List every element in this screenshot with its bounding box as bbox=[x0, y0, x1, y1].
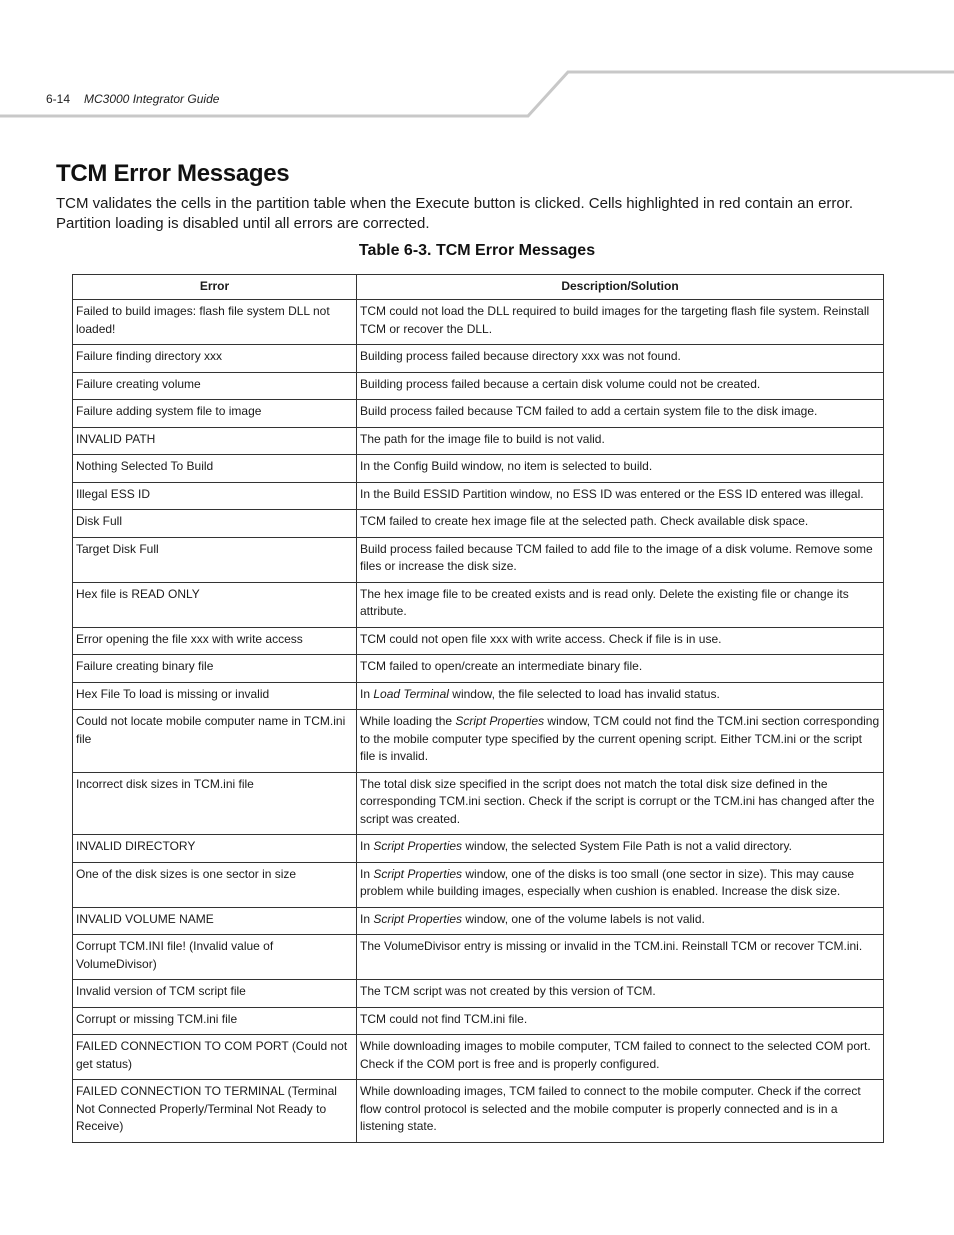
description-text: In the Config Build window, no item is selected to build. bbox=[360, 459, 653, 473]
table-row bbox=[73, 772, 884, 835]
column-header-description: Description/Solution bbox=[357, 275, 884, 300]
table-row bbox=[73, 300, 884, 345]
description-text: In bbox=[360, 911, 374, 926]
description-cell bbox=[357, 835, 884, 863]
description-text: In bbox=[360, 866, 374, 881]
description-cell bbox=[357, 455, 884, 483]
description-text: Build process failed because TCM failed to add file to the image of a disk volume. Remove some files or increase the disk size. bbox=[360, 541, 873, 573]
description-emphasis: Load Terminal bbox=[373, 686, 449, 701]
description-cell bbox=[357, 400, 884, 428]
description-text: window, one of the volume labels is not valid. bbox=[462, 911, 705, 926]
page-header-decoration bbox=[0, 0, 954, 130]
description-cell bbox=[357, 372, 884, 400]
description-text: In the Build ESSID Partition window, no ESS ID was entered or the ESS ID entered was illegal. bbox=[360, 486, 864, 501]
error-cell: Invalid version of TCM script file bbox=[73, 980, 357, 1008]
description-text: TCM could not load the DLL required to build images for the targeting flash file system. Reinstall TCM or recover the DLL. bbox=[360, 304, 870, 336]
table-caption: Table 6-3. TCM Error Messages bbox=[358, 242, 596, 259]
table-row bbox=[73, 907, 884, 935]
description-cell bbox=[357, 655, 884, 683]
table-row bbox=[73, 862, 884, 907]
intro-paragraph: TCM validates the cells in the partition table when the Execute button is clicked. Cells highlighted in red contain an error. Partition loading is disabled until all errors are corrected. bbox=[56, 195, 854, 232]
table-row bbox=[73, 1035, 884, 1080]
table-row bbox=[73, 655, 884, 683]
error-cell: FAILED CONNECTION TO TERMINAL (Terminal Not Connected Properly/Terminal Not Ready to Receive) bbox=[73, 1080, 357, 1143]
description-text: window, the selected System File Path is not a valid directory. bbox=[462, 839, 792, 853]
error-cell: Hex file is READ ONLY bbox=[73, 582, 357, 627]
description-text: The VolumeDivisor entry is missing or invalid in the TCM.ini. Reinstall TCM or recover TCM.ini. bbox=[360, 939, 863, 953]
description-text: While loading the bbox=[360, 714, 456, 728]
table-row bbox=[73, 537, 884, 582]
error-cell: Corrupt TCM.INI file! (Invalid value of VolumeDivisor) bbox=[73, 935, 357, 980]
table-row bbox=[73, 682, 884, 710]
description-text: While downloading images, TCM failed to connect to the mobile computer. Check if the correct flow control protocol is selected and the mobile computer is properly connected and is in a listening state. bbox=[360, 1084, 861, 1133]
error-cell: INVALID VOLUME NAME bbox=[73, 907, 357, 935]
description-text: The TCM script was not created by this version of TCM. bbox=[360, 984, 656, 998]
error-cell: Failure creating binary file bbox=[73, 655, 357, 683]
error-messages-table bbox=[72, 274, 884, 1143]
error-cell: Could not locate mobile computer name in TCM.ini file bbox=[73, 710, 357, 773]
description-text: window, the file selected to load has invalid status. bbox=[448, 686, 720, 701]
description-text: window, TCM could not find the TCM.ini section corresponding to the mobile computer type specified by the current opening script. Either TCM.ini or the script file is invalid. bbox=[360, 714, 880, 763]
description-cell bbox=[357, 682, 884, 710]
error-cell: Failed to build images: flash file system DLL not loaded! bbox=[73, 300, 357, 345]
description-cell bbox=[357, 300, 884, 345]
table-header-row bbox=[73, 275, 884, 300]
description-emphasis: Script Properties bbox=[373, 839, 463, 853]
error-cell: Failure adding system file to image bbox=[73, 400, 357, 428]
error-cell: FAILED CONNECTION TO COM PORT (Could not get status) bbox=[73, 1035, 357, 1080]
description-text: The hex image file to be created exists and is read only. Delete the existing file or change its attribute. bbox=[360, 586, 849, 618]
description-cell bbox=[357, 772, 884, 835]
description-cell bbox=[357, 537, 884, 582]
description-cell bbox=[357, 907, 884, 935]
description-text: In bbox=[360, 686, 374, 701]
description-cell bbox=[357, 510, 884, 538]
description-cell bbox=[357, 935, 884, 980]
description-text: In bbox=[360, 839, 374, 853]
book-title: MC3000 Integrator Guide bbox=[84, 92, 220, 106]
description-cell bbox=[357, 980, 884, 1008]
table-row bbox=[73, 1080, 884, 1143]
table-row bbox=[73, 400, 884, 428]
page-number: 6-14 bbox=[46, 92, 71, 106]
description-text: TCM failed to open/create an intermediate binary file. bbox=[360, 659, 643, 673]
table-row bbox=[73, 935, 884, 980]
description-cell bbox=[357, 427, 884, 455]
description-cell bbox=[357, 862, 884, 907]
table-row bbox=[73, 345, 884, 373]
description-cell bbox=[357, 1035, 884, 1080]
error-cell: INVALID DIRECTORY bbox=[73, 835, 357, 863]
table-row bbox=[73, 710, 884, 773]
description-cell bbox=[357, 627, 884, 655]
error-cell: Target Disk Full bbox=[73, 537, 357, 582]
table-row bbox=[73, 1007, 884, 1035]
description-emphasis: Script Properties bbox=[455, 714, 545, 728]
table-body bbox=[73, 300, 884, 1143]
section-title: TCM Error Messages bbox=[56, 160, 290, 187]
table-row bbox=[73, 372, 884, 400]
error-cell: Disk Full bbox=[73, 510, 357, 538]
error-cell: Failure creating volume bbox=[73, 372, 357, 400]
description-cell bbox=[357, 582, 884, 627]
table-row bbox=[73, 980, 884, 1008]
error-cell: Corrupt or missing TCM.ini file bbox=[73, 1007, 357, 1035]
description-text: window, one of the disks is too small (one sector in size). This may cause problem while building images, especially when cushion is enabled. Increase the disk size. bbox=[360, 866, 854, 898]
error-cell: One of the disk sizes is one sector in size bbox=[73, 862, 357, 907]
description-cell bbox=[357, 482, 884, 510]
description-cell bbox=[357, 345, 884, 373]
table-row bbox=[73, 427, 884, 455]
description-emphasis: Script Properties bbox=[373, 866, 463, 881]
description-cell bbox=[357, 710, 884, 773]
description-text: The total disk size specified in the script does not match the total disk size defined in the corresponding TCM.ini section. Check if the script is corrupt or the TCM.ini has changed after the script was created. bbox=[360, 776, 875, 826]
description-cell bbox=[357, 1080, 884, 1143]
error-cell: Illegal ESS ID bbox=[73, 482, 357, 510]
column-header-error: Error bbox=[73, 275, 357, 300]
description-emphasis: Script Properties bbox=[373, 911, 463, 926]
description-text: Build process failed because TCM failed to add a certain system file to the disk image. bbox=[360, 404, 818, 418]
error-cell: Incorrect disk sizes in TCM.ini file bbox=[73, 772, 357, 835]
description-text: While downloading images to mobile computer, TCM failed to connect to the selected COM port. Check if the COM port is free and is properly configured. bbox=[360, 1039, 871, 1071]
description-text: TCM could not open file xxx with write access. Check if file is in use. bbox=[360, 631, 722, 646]
description-text: TCM failed to create hex image file at the selected path. Check available disk space. bbox=[360, 514, 809, 528]
description-text: Building process failed because directory xxx was not found. bbox=[360, 349, 681, 363]
table-row bbox=[73, 835, 884, 863]
error-cell: Nothing Selected To Build bbox=[73, 455, 357, 483]
description-text: Building process failed because a certain disk volume could not be created. bbox=[360, 376, 761, 391]
table-row bbox=[73, 510, 884, 538]
error-cell: INVALID PATH bbox=[73, 427, 357, 455]
description-text: TCM could not find TCM.ini file. bbox=[360, 1011, 528, 1026]
table-row bbox=[73, 627, 884, 655]
error-cell: Error opening the file xxx with write access bbox=[73, 627, 357, 655]
description-text: The path for the image file to build is not valid. bbox=[360, 431, 605, 446]
table-row bbox=[73, 582, 884, 627]
table-row bbox=[73, 455, 884, 483]
error-cell: Failure finding directory xxx bbox=[73, 345, 357, 373]
error-cell: Hex File To load is missing or invalid bbox=[73, 682, 357, 710]
description-cell bbox=[357, 1007, 884, 1035]
table-row bbox=[73, 482, 884, 510]
